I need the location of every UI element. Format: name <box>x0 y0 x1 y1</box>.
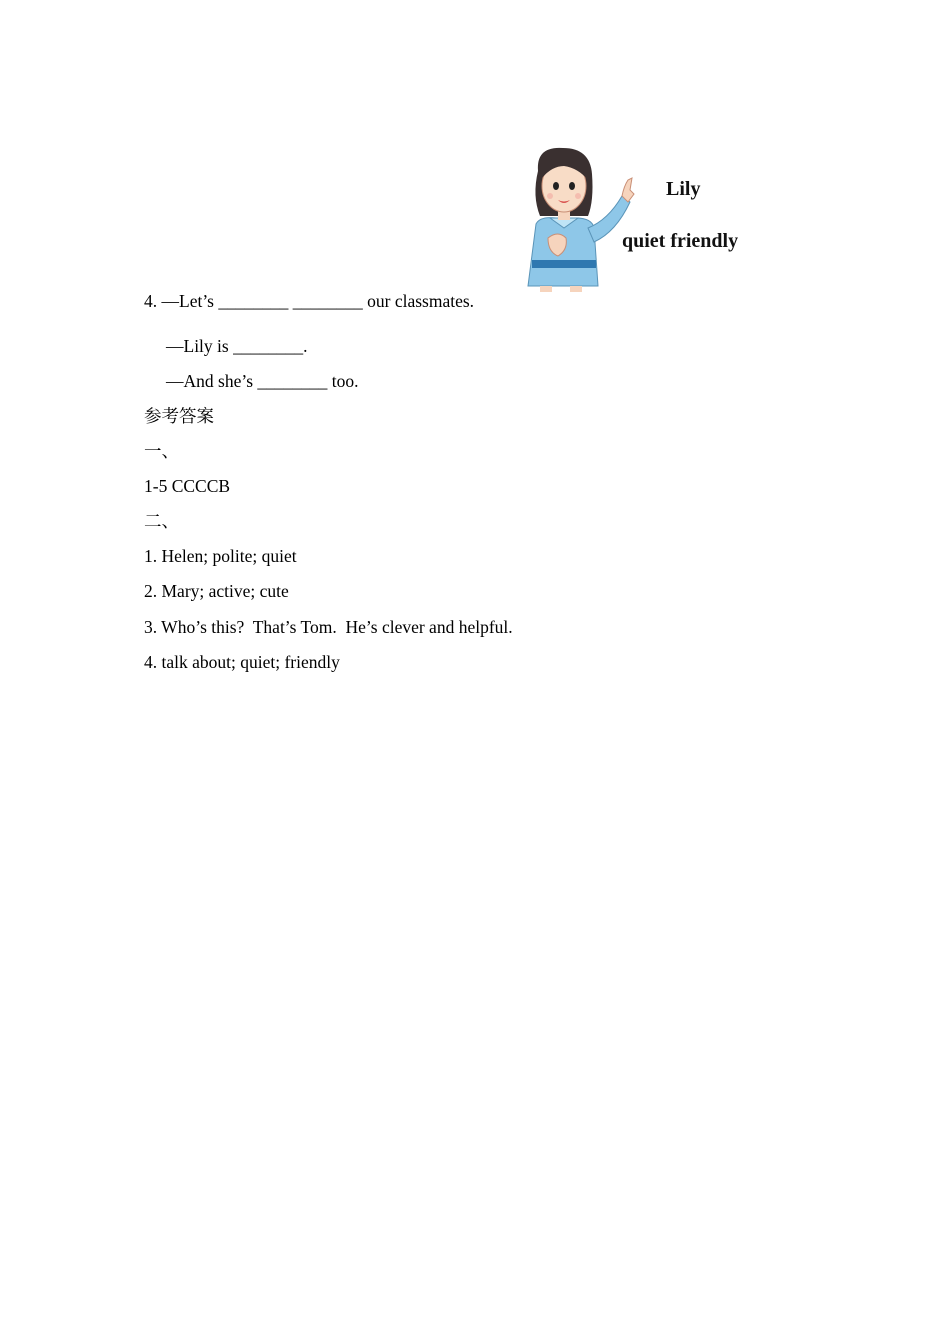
answer-item: 3. Who’s this? That’s Tom. He’s clever and helpful. <box>144 617 513 637</box>
question-4-reply-2: —And she’s ________ too. <box>166 371 359 391</box>
picture-name-label: Lily <box>666 178 701 200</box>
picture-traits-label: quiet friendly <box>622 230 739 252</box>
question-4-reply-1: —Lily is ________. <box>166 336 308 356</box>
answers-part-2-label: 二、 <box>144 511 179 531</box>
girl-illustration <box>518 146 758 292</box>
answers-heading: 参考答案 <box>144 406 214 426</box>
answer-item: 1. Helen; polite; quiet <box>144 546 297 566</box>
question-4-prompt: 4. —Let’s ________ ________ our classmates. <box>144 291 475 311</box>
answers-part-1-label: 一、 <box>144 441 179 461</box>
answer-item: 2. Mary; active; cute <box>144 581 289 601</box>
answers-part-1-answer: 1-5 CCCCB <box>144 476 231 496</box>
answer-item: 4. talk about; quiet; friendly <box>144 652 340 672</box>
